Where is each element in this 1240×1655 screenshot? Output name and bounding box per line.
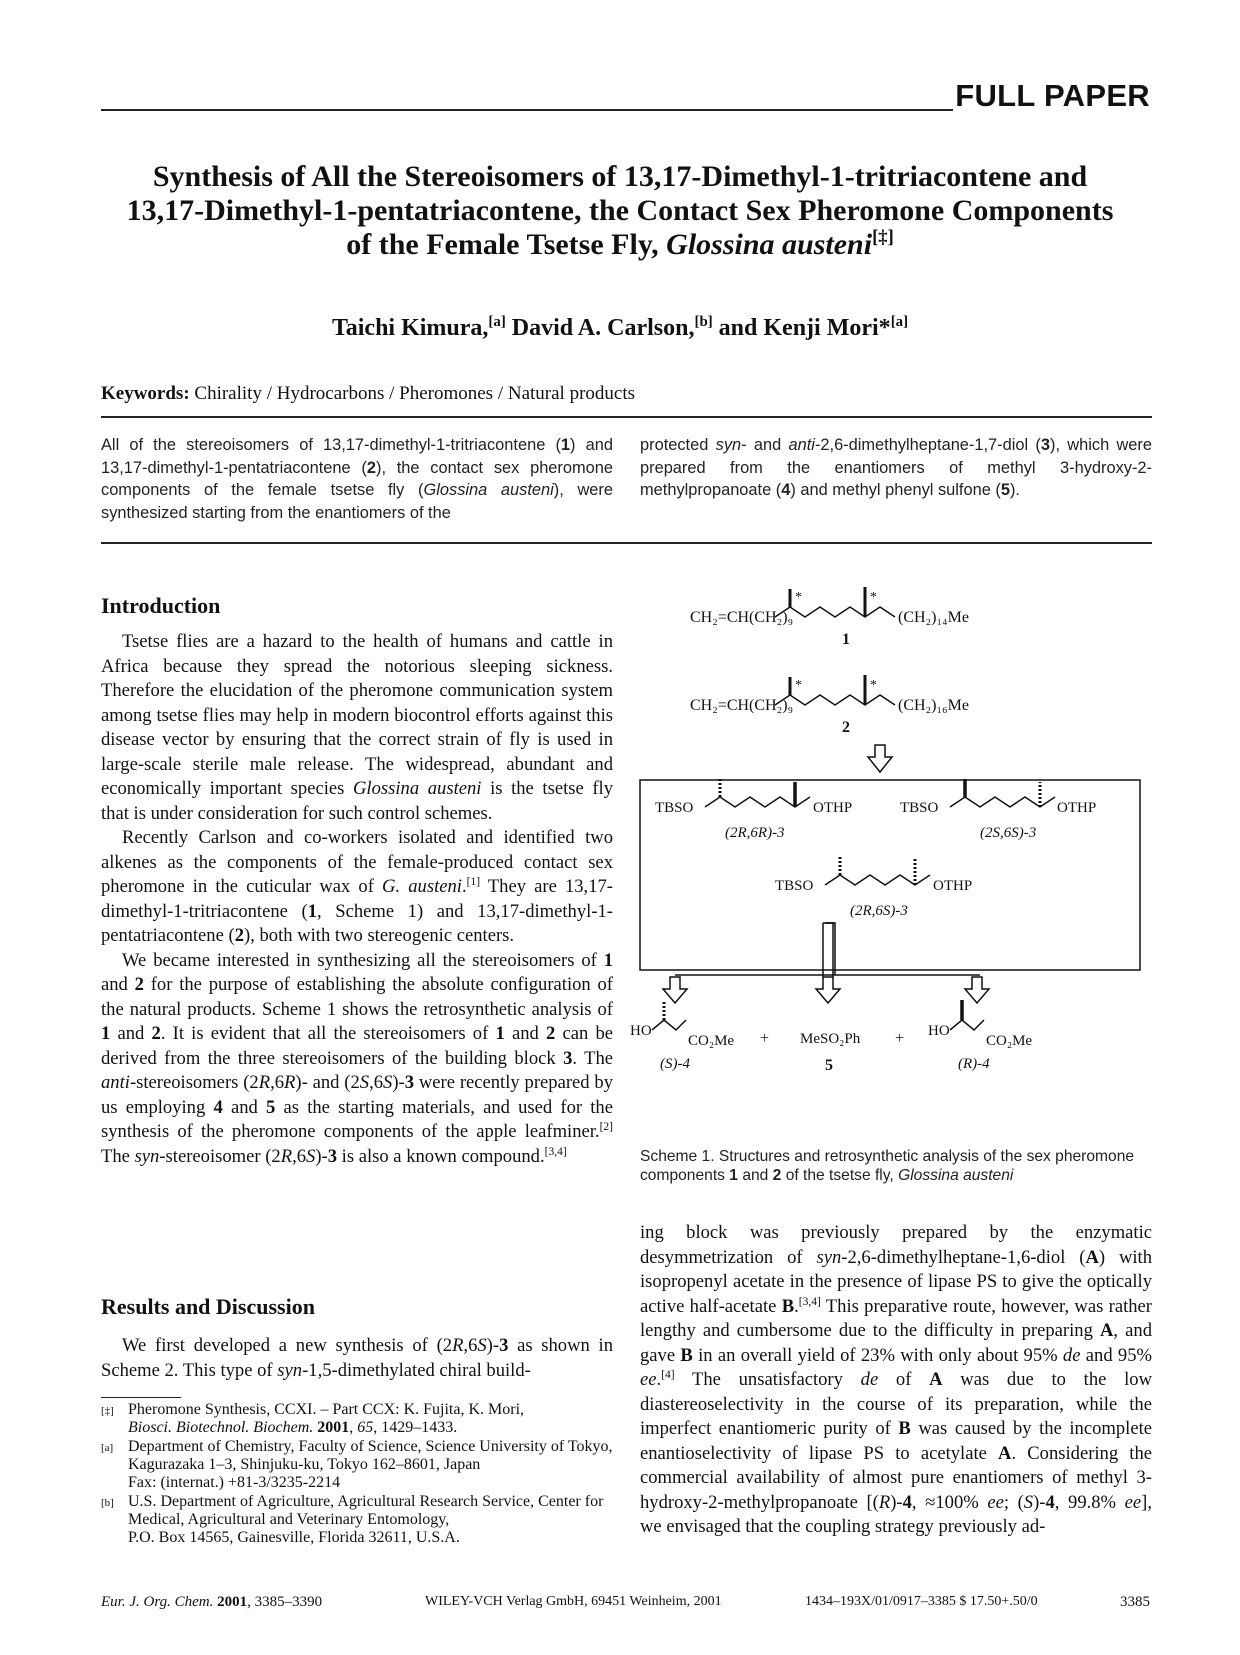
compound-ref: 3 [563,1047,573,1069]
compound-ref: 2 [234,925,244,946]
caption-text: of the tsetse fly, [781,1167,899,1184]
stereocenter-star: * [870,590,877,605]
address-line: U.S. Department of Agriculture, Agricultural Research Service, Center for Medical, Agricultural and Veterinary Entomology, [128,1493,604,1528]
plus-sign: + [760,1030,770,1047]
footnote-mark: [‡] [101,1405,114,1417]
compound-ref: A [929,1369,943,1390]
text: and [110,1023,152,1044]
text: )- [392,1072,405,1093]
citation: [3,4] [544,1145,567,1158]
chain-r4 [950,1020,984,1030]
text: and 95% [1080,1344,1152,1366]
text: can be derived from the three stereoisomers of the building block [101,1023,613,1069]
heading-introduction: Introduction [101,593,221,618]
text: and [222,1096,267,1118]
title-line-2: 13,17-Dimethyl-1-pentatriacontene, the Contact Sex Pheromone Components [126,194,1114,227]
italic-term: ee [987,1491,1004,1513]
text: , 99.8% [1054,1491,1125,1513]
text: was due to the low diastereoselectivity in the course of its preparation, while the imperfect enantiomeric purity of [640,1369,1152,1439]
journal-name: Biosci. Biotechnol. Biochem. [128,1419,314,1436]
abstract-text: ) and methyl phenyl sulfone ( [790,481,1001,499]
author-kimura: Taichi Kimura, [331,315,489,341]
arrow-left [663,977,687,1003]
author-carlson: David A. Carlson, [511,315,695,341]
text: were recently prepared by us employing [101,1072,613,1118]
compound-ref: 1 [101,1023,111,1044]
compound-ref: A [1099,1320,1114,1341]
italic-term: R [878,1491,891,1513]
compound-ref: 2 [545,1023,556,1044]
species-name: Glossina austeni [666,228,873,261]
results-body [101,1334,613,1383]
citation: [4] [661,1368,675,1381]
text: ,6 [292,1145,307,1167]
compound-ref: 1 [729,1167,738,1184]
species-name: G. austeni [382,876,462,897]
text: . [461,876,467,897]
year: 2001 [217,1594,248,1610]
text: The unsatisfactory [674,1369,861,1390]
author-conjunction: and [718,315,758,341]
text: -2,6-dimethylheptane-1,6-diol ( [841,1246,1086,1268]
text: was caused by the incomplete enantioselectivity of lipase PS to acetylate [640,1418,1152,1464]
section-label: FULL PAPER [955,78,1150,113]
text: We became interested in synthesizing all the stereoisomers of [122,949,604,971]
text: We first developed a new synthesis of (2 [122,1335,453,1356]
fax-line: Fax: (internat.) +81-3/3235-2214 [128,1474,341,1491]
othp-label: OTHP [933,878,973,894]
text: ing block was previously prepared by the enzymatic desymmetrization of [640,1222,1152,1268]
paragraph [101,1334,613,1383]
text: in an overall yield of 23% with only about 95% [692,1344,1063,1366]
journal-name: Eur. J. Org. Chem. [101,1594,214,1610]
text: ,6 [369,1072,384,1093]
italic-term: R [284,1072,296,1093]
affiliation-mark: [a] [890,314,909,330]
paragraph [101,949,613,1170]
heading-results: Results and Discussion [101,1294,315,1319]
compound-ref: 4 [1045,1491,1055,1513]
italic-term: R [280,1145,293,1167]
introduction-body [101,630,613,1169]
compound-ref: 2 [134,974,144,995]
tbso-label: TBSO [900,800,939,816]
compound-ref: 3 [1040,436,1050,454]
citation: [1] [466,875,481,888]
caption-text: Scheme 1. Structures and retrosynthetic analysis of the sex pheromone components [640,1148,1135,1184]
compound-number: 1 [842,631,850,648]
text: , and gave [640,1320,1152,1366]
text: , Scheme 1) and 13,17-dimethyl-1-pentatriacontene ( [101,900,613,946]
text: of [878,1369,930,1390]
compound-ref: 1 [603,949,613,971]
othp-label: OTHP [813,800,853,816]
author-mori: Kenji Mori* [763,315,891,341]
compound-ref: 4 [781,481,791,499]
italic-term: anti [101,1072,130,1093]
title-line-1: Synthesis of All the Stereoisomers of 13,17-Dimethyl-1-tritriacontene and [152,160,1088,193]
species-name: Glossina austeni [353,778,482,799]
abstract-right [640,434,1152,502]
abstract-text: ), which were prepared from the enantiomers of methyl 3-hydroxy-2-methylpropanoate ( [640,436,1152,499]
keywords-text: Chirality / Hydrocarbons / Pheromones / Natural products [194,383,636,404]
arrow-shaft [823,923,833,977]
text: Tsetse flies are a hazard to the health of humans and cattle in Africa because they spread the notorious sleeping sickness. Therefore the elucidation of the pheromone communication system among tsetse flies may help in modern biocontrol efforts against this disease vector by ensuring that the correct strain of fly is used in large-scale sterile male release. The widespread, abundant and economically important species [101,631,613,799]
affiliation-mark: [b] [694,314,713,330]
text: . [794,1295,799,1317]
chain-left-label: CH₂=CH(CH₂)₉ [690,609,794,626]
compound-ref: 2 [772,1167,782,1184]
text: and [504,1023,546,1044]
italic-term: S [383,1072,393,1093]
compound-ref: 1 [495,1023,505,1044]
italic-term: S [359,1072,370,1093]
compound-ref: 2 [151,1023,161,1044]
text: ,6 [463,1335,478,1356]
paper-title [60,160,1180,262]
compound-label-s4: (S)-4 [660,1056,690,1072]
text: for the purpose of establishing the absolute configuration of the natural products. Scheme 1 shows the retrosynthetic analysis of [101,974,613,1020]
text: )- [1033,1491,1046,1513]
text: and [101,974,135,995]
plus-sign: + [895,1030,905,1047]
compound-number: 5 [825,1057,833,1074]
address-line: Department of Chemistry, Faculty of Science, Science University of Tokyo, [128,1438,613,1455]
text: . It is evident that all the stereoisomers of [160,1023,496,1044]
abstract-text: ), the contact sex pheromone components of the female tsetse fly ( [101,458,613,499]
text: as shown in Scheme 2. This type of [101,1335,614,1381]
compound-number: 2 [842,719,850,736]
tbso-label: TBSO [655,800,694,816]
stereocenter-star: * [870,678,877,693]
text: . The [572,1047,614,1069]
ester-label: CO₂Me [688,1033,735,1049]
chain-right-label: (CH₂)₁₄Me [898,609,969,626]
text: ) with isopropenyl acetate in the presence of lipase PS to give the optically active half-acetate [640,1246,1152,1317]
author-list [60,315,1180,342]
text: They are 13,17-dimethyl-1-tritriacontene ( [101,876,613,922]
compound-ref: B [898,1418,911,1439]
arrow-middle [816,977,840,1003]
text: This preparative route, however, was rather lengthy and cumbersome due to the difficulty in preparing [640,1295,1152,1341]
paragraph [640,1221,1152,1540]
hydroxy-label: HO [630,1023,652,1039]
compound-ref: 5 [1000,481,1010,499]
chain-s4 [652,1020,686,1030]
address-line: Kagurazaka 1–3, Shinjuku-ku, Tokyo 162–8601, Japan [128,1456,481,1473]
text: is the tsetse fly that is under consideration for such control schemes. [101,778,613,824]
text: ; ( [1003,1491,1024,1513]
abstract-text: -2,6-dimethylheptane-1,7-diol ( [814,436,1041,454]
italic-term: de [860,1369,879,1390]
title-line-3-text: of the Female Tsetse Fly, [346,228,667,261]
compound-ref: 4 [902,1491,912,1513]
compound-ref: 5 [266,1096,276,1118]
abstract-text: ) and 13,17-dimethyl-1-pentatriacontene ( [101,436,614,477]
text: Pheromone Synthesis, CCXI. – Part CCX: K. Fujita, K. Mori, [128,1401,525,1418]
italic-term: syn [816,1246,842,1268]
abstract-text: All of the stereoisomers of 13,17-dimethyl-1-tritriacontene ( [101,436,561,454]
retrosynthesis-arrow [868,745,892,772]
text: . [656,1369,662,1390]
italic-term: de [1062,1344,1081,1366]
italic-term: syn [277,1359,303,1381]
title-footnote-mark: [‡] [872,227,894,248]
text: ,6 [270,1072,285,1093]
page-number: 3385 [1120,1594,1150,1610]
text: ], we envisaged that the coupling strategy previously ad- [640,1491,1152,1537]
keywords-label: Keywords: [101,383,190,404]
text: )- [486,1335,500,1356]
footnote-text: Pheromone Synthesis, CCXI. – Part CCX: K. Fujita, K. Mori, Biosci. Biotechnol. Biochem. 2001, 65, 1429–1433. [128,1401,525,1436]
text: as the starting materials, and used for the synthesis of the pheromone components of the apple leafminer. [101,1096,613,1142]
footer-code: 1434–193X/01/0917–3385 $ 17.50+.50/0 [805,1594,1038,1609]
stereocenter-star: * [795,590,802,605]
citation: [3,4] [798,1295,821,1308]
abstract-left [101,434,613,524]
sulfone-label: MeSO₂Ph [800,1031,861,1047]
ester-label: CO₂Me [986,1033,1033,1049]
scheme-1 [620,575,1160,1140]
right-column-body [640,1221,1152,1540]
italic-term: ee [1124,1491,1142,1513]
title-line-3 [60,228,1180,262]
footer-publisher: WILEY-VCH Verlag GmbH, 69451 Weinheim, 2001 [425,1594,722,1609]
compound-ref: 4 [213,1096,223,1118]
italic-term: syn [715,436,742,454]
arrow-right [965,977,989,1003]
italic-term: R [258,1072,271,1093]
abstract-text: - and [741,436,789,454]
compound-ref: 1 [307,900,317,922]
caption-text: and [737,1167,773,1184]
footnote-text [128,1438,613,1492]
abstract-text: protected [640,436,716,454]
tbso-label: TBSO [775,878,814,894]
text: , ≈100% [911,1491,988,1513]
pages: , 3385–3390 [247,1594,323,1610]
volume: 65 [357,1419,374,1436]
scheme-caption [640,1147,1152,1185]
compound-ref: 2 [366,458,376,477]
affiliation-mark: [a] [488,314,506,330]
stereocenter-star: * [795,678,802,693]
italic-term: anti [788,436,815,454]
footnote-mark: [a] [101,1442,114,1454]
othp-label: OTHP [1057,800,1097,816]
italic-term: S [1023,1491,1034,1513]
species-name: Glossina austeni [898,1167,1014,1184]
footnote [101,1493,613,1547]
hydroxy-label: HO [928,1023,950,1039]
paragraph [101,826,613,949]
text: ), both with two stereogenic centers. [244,925,515,946]
text: -1,5-dimethylated chiral build- [302,1359,531,1381]
stereoisomer-label: (2R,6R)-3 [725,825,785,841]
species-name: Glossina austeni [423,481,554,499]
text: -stereoisomers (2 [129,1072,259,1093]
abstract-top-rule [101,416,1152,418]
compound-ref: 3 [499,1335,509,1356]
italic-term: S [306,1145,316,1167]
text: . Considering the commercial availability of almost pure enantiomers of methyl 3-hydroxy-2-methylpropanoate [( [640,1442,1153,1513]
citation: [2] [599,1120,613,1133]
chain-right-label: (CH₂)₁₆Me [898,697,969,714]
text: )- [890,1491,903,1513]
keywords [101,383,635,405]
compound-ref: B [781,1295,795,1317]
footnote-rule [101,1397,181,1398]
italic-term: syn [134,1145,160,1167]
pages: , 1429–1433. [373,1419,458,1436]
stereoisomer-label: (2R,6S)-3 [850,903,908,919]
text: is also a known compound. [337,1145,545,1167]
abstract-text: ), were synthesized starting from the enantiomers of the [101,481,613,522]
compound-ref: B [680,1344,693,1366]
header-rule [101,109,953,111]
compound-ref: 1 [560,436,571,454]
compound-ref: 3 [404,1072,415,1093]
italic-term: R [452,1335,464,1356]
text: Recently Carlson and co-workers isolated and identified two alkenes as the components of the female-produced contact sex pheromone in the cuticular wax of [101,827,613,897]
year: 2001 [317,1419,350,1436]
stereoisomer-label: (2S,6S)-3 [980,825,1037,841]
text: -stereoisomer (2 [159,1145,281,1167]
footnote [101,1438,613,1492]
text: )- and (2 [295,1072,360,1093]
address-line: P.O. Box 14565, Gainesville, Florida 32611, U.S.A. [128,1529,460,1546]
abstract-bottom-rule [101,542,1152,544]
footnote-mark: [b] [101,1497,114,1509]
compound-ref: A [998,1442,1012,1464]
text: )- [315,1145,328,1167]
paragraph [101,630,613,826]
italic-term: ee [640,1369,657,1390]
italic-term: S [477,1335,487,1356]
chain-left-label: CH₂=CH(CH₂)₉ [690,697,794,714]
compound-ref: A [1085,1246,1099,1268]
footnote [101,1401,613,1437]
footer-citation [101,1594,322,1611]
footnotes [101,1401,613,1548]
compound-label-r4: (R)-4 [958,1056,990,1072]
footnote-text [128,1493,613,1547]
compound-ref: 3 [327,1145,337,1167]
abstract-text: ). [1009,481,1020,499]
text: The [101,1145,135,1167]
